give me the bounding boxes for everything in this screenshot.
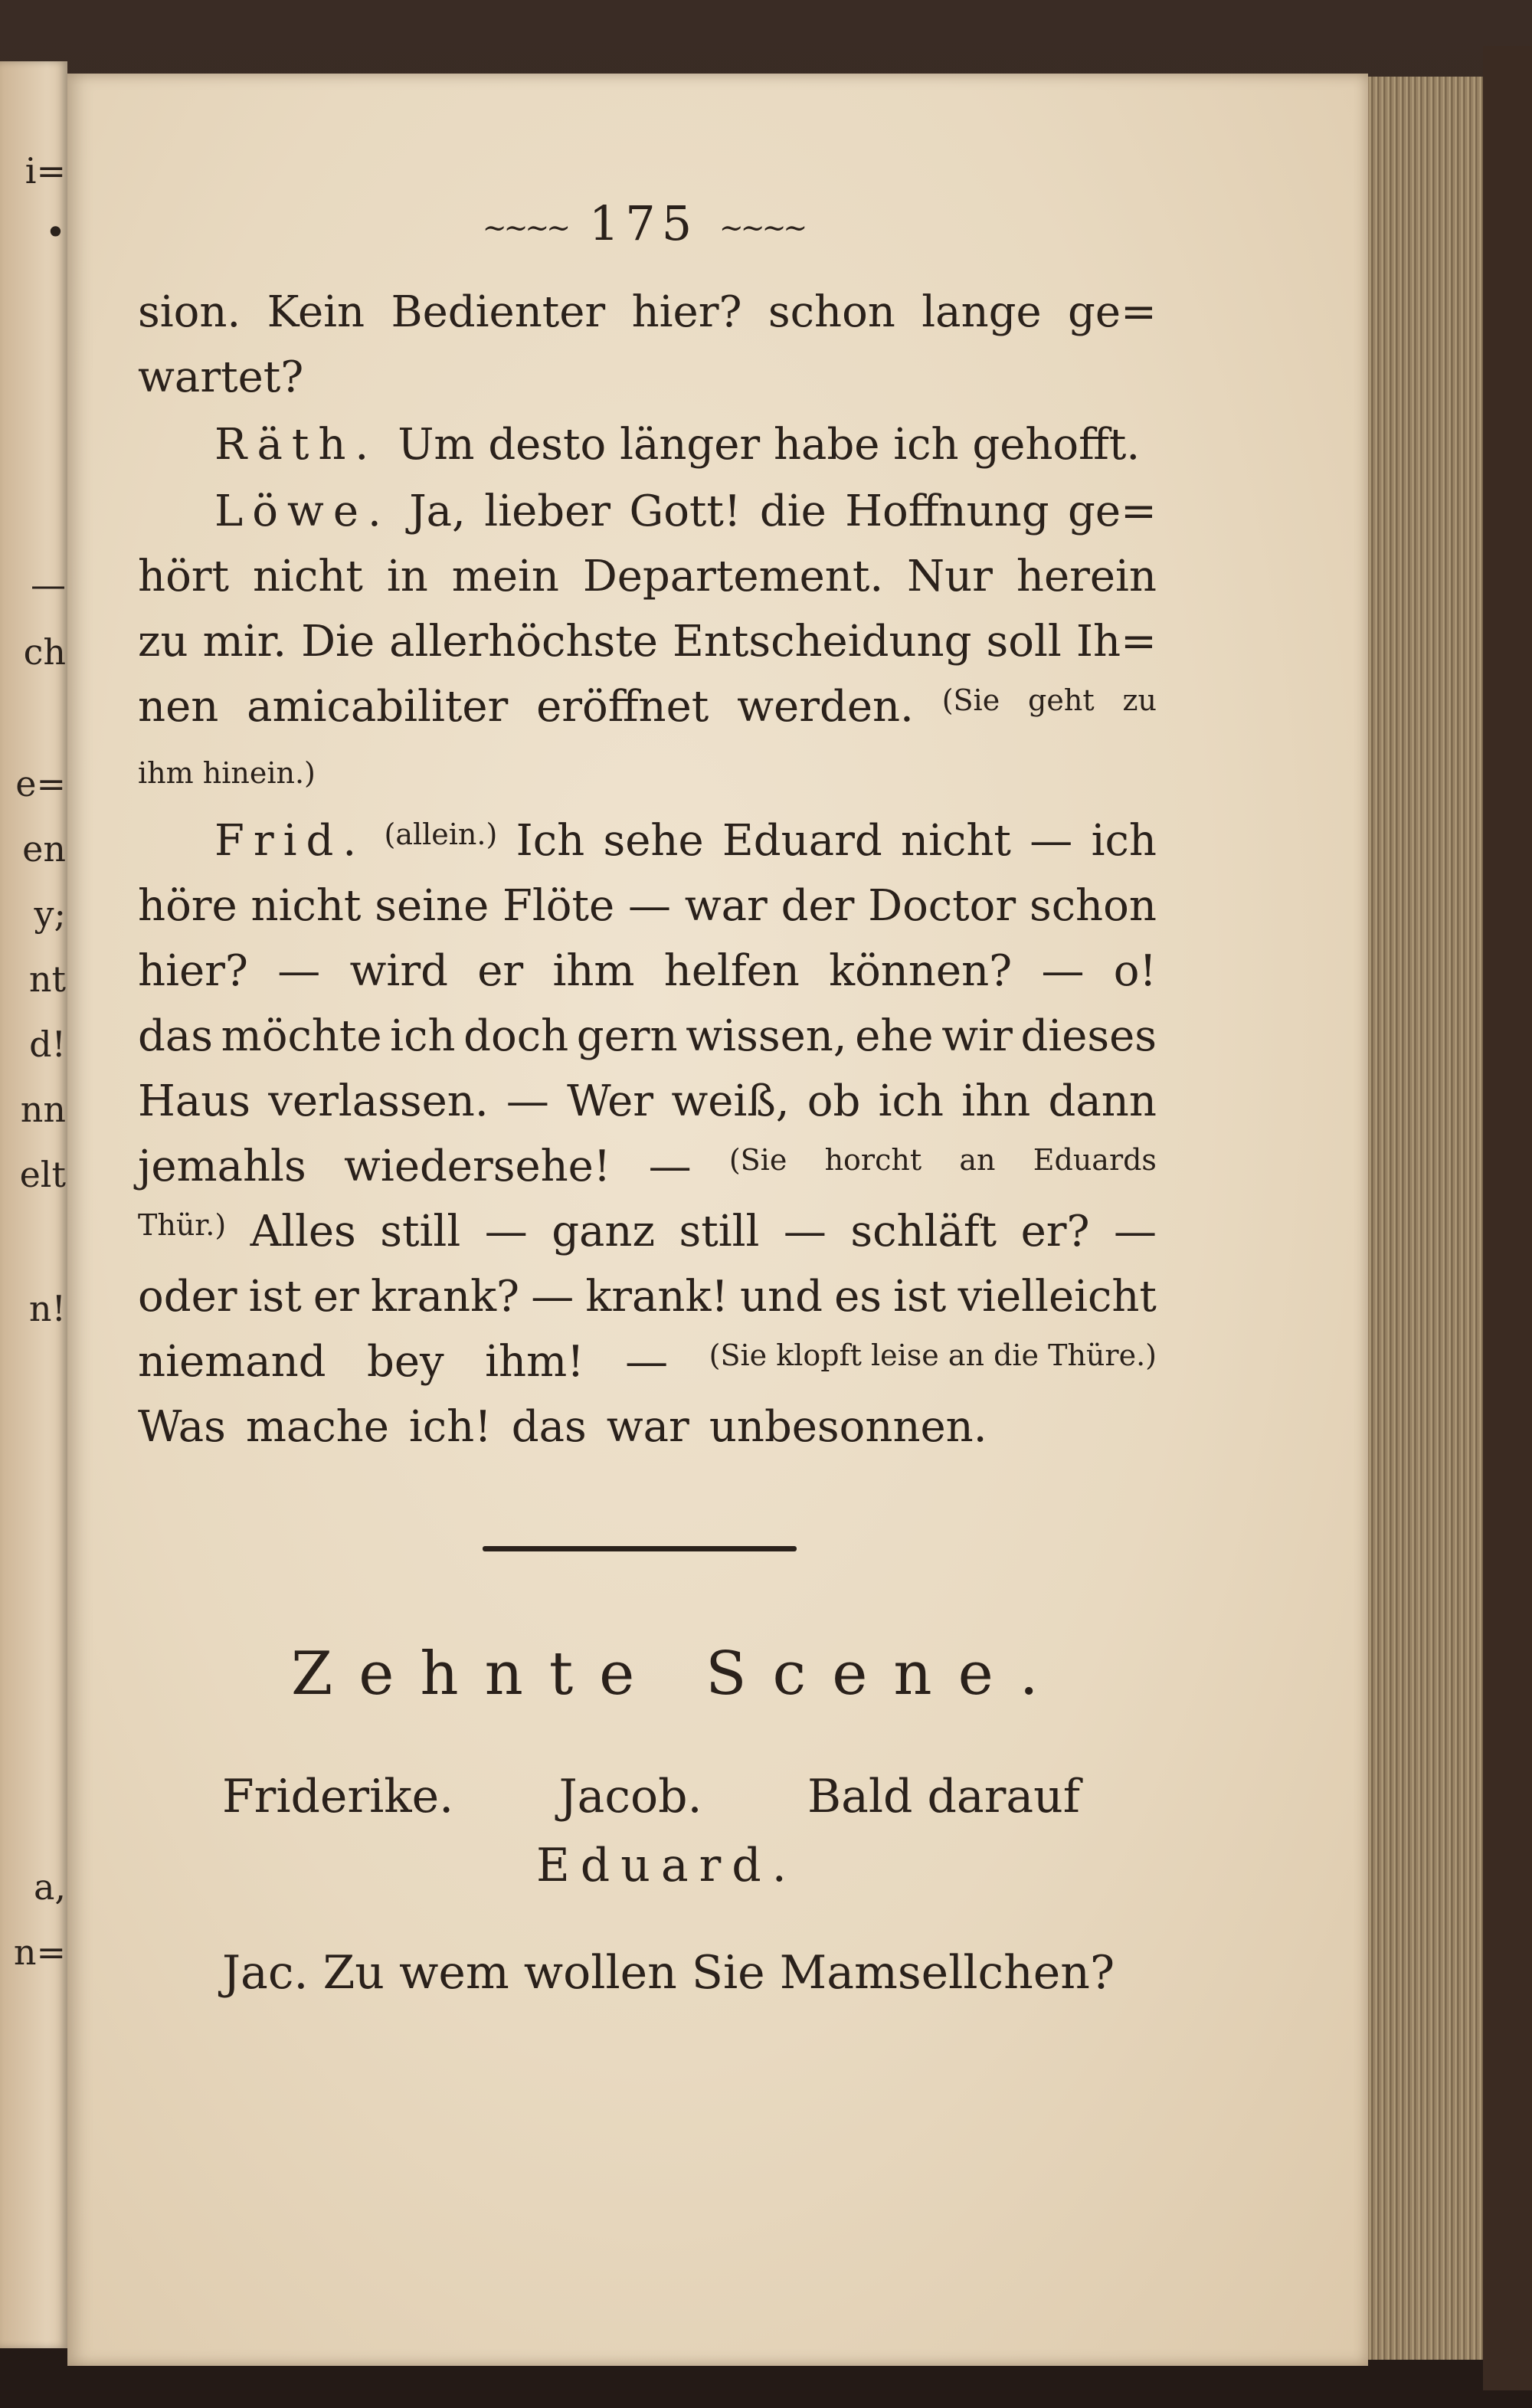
word: in: [386, 552, 428, 601]
word: Um desto länger habe ich gehofft.: [398, 420, 1141, 470]
word: Wer: [567, 1076, 654, 1126]
word: mache: [245, 1402, 389, 1452]
word: still: [679, 1207, 760, 1256]
prev-fragment: d!: [29, 1024, 66, 1065]
word: Hoffnung: [845, 487, 1049, 536]
word: mein: [451, 552, 559, 601]
prev-fragment: —: [31, 564, 66, 605]
word: niemand: [138, 1337, 326, 1387]
text-line: [138, 682, 1157, 732]
word: Departement.: [582, 552, 884, 601]
word: zu: [138, 617, 188, 667]
word: o!: [1113, 946, 1157, 996]
word: ich: [878, 1076, 944, 1126]
word: ganz: [552, 1207, 655, 1256]
prev-fragment: n=: [13, 1931, 66, 1973]
word: nen: [138, 682, 219, 732]
word: ge=: [1068, 487, 1157, 536]
stage-direction: zu: [1122, 683, 1157, 717]
speaker-name: Frid.: [214, 816, 366, 866]
text-line: [138, 617, 1157, 667]
word: lieber: [484, 487, 611, 536]
word: schon: [1029, 881, 1157, 931]
word: Alles: [250, 1207, 356, 1256]
word: er?: [1020, 1207, 1090, 1256]
word: —: [531, 1272, 574, 1322]
word: krank!: [585, 1272, 728, 1322]
word: die: [759, 487, 827, 536]
stage-direction: Thür.): [138, 1208, 227, 1242]
word: Eduard: [722, 816, 882, 866]
word: soll: [986, 617, 1062, 667]
word: hier?: [138, 946, 248, 996]
text-line: [214, 420, 1157, 470]
text-line: [214, 816, 1157, 866]
word: und: [740, 1272, 823, 1322]
page-edges: [1368, 77, 1483, 2360]
word: ist: [248, 1272, 302, 1322]
prev-fragment: ch: [23, 631, 66, 673]
word: krank?: [370, 1272, 520, 1322]
text-line: [138, 758, 1157, 788]
text-line: [138, 1142, 1157, 1191]
section-divider: [483, 1546, 797, 1551]
word: war: [684, 881, 768, 931]
word: ihm: [552, 946, 635, 996]
word: —: [1113, 1207, 1157, 1256]
stage-direction: geht: [1028, 683, 1095, 717]
dramatis-personae: [222, 1770, 1080, 1823]
word: —: [625, 1337, 669, 1387]
stage-direction: (allein.): [384, 817, 498, 851]
word: Kein: [267, 287, 365, 337]
speaker-name: Löwe.: [214, 487, 391, 536]
prev-fragment: a,: [33, 1866, 66, 1908]
word: jemahls: [138, 1142, 306, 1191]
word: weiß,: [671, 1076, 790, 1126]
stage-direction: (Sie klopft leise an die Thüre.): [709, 1338, 1157, 1372]
word: lange: [921, 287, 1042, 337]
word: Nur: [907, 552, 993, 601]
character-name: Eduard.: [536, 1839, 797, 1892]
word: schon: [768, 287, 895, 337]
word: seine: [375, 881, 489, 931]
word: der: [781, 881, 855, 931]
word: ihm!: [485, 1337, 584, 1387]
stage-direction: ihm hinein.): [138, 756, 316, 790]
word: ehe: [855, 1011, 934, 1061]
word: ge=: [1068, 287, 1157, 337]
word: sehe: [603, 816, 704, 866]
word: helfen: [663, 946, 800, 996]
word: wartet?: [138, 352, 304, 402]
word: das: [511, 1402, 587, 1452]
word: Haus: [138, 1076, 251, 1126]
stage-direction: an: [959, 1143, 996, 1177]
prev-fragment: •: [44, 211, 66, 253]
word: —: [506, 1076, 549, 1126]
word: oder: [138, 1272, 237, 1322]
word: ob: [807, 1076, 861, 1126]
word: Ja,: [409, 487, 466, 536]
word: ihn: [961, 1076, 1031, 1126]
word: Ih=: [1075, 617, 1157, 667]
character-name: Friderike.: [222, 1770, 454, 1823]
prev-fragment: e=: [15, 763, 66, 804]
word: dieses: [1020, 1011, 1157, 1061]
stage-direction: (Sie: [941, 683, 1000, 717]
stage-direction: horcht: [824, 1143, 922, 1177]
word: dann: [1048, 1076, 1157, 1126]
word: hört: [138, 552, 230, 601]
word: Entscheidung: [672, 617, 972, 667]
stage-direction: (Sie: [728, 1143, 787, 1177]
word: nicht: [252, 552, 363, 601]
word: das: [138, 1011, 213, 1061]
word: —: [1030, 816, 1073, 866]
word: Flöte: [502, 881, 615, 931]
word: —: [1041, 946, 1085, 996]
text-line: [138, 287, 1157, 337]
scene-heading: Zehnte Scene.: [291, 1640, 1065, 1709]
word: herein: [1016, 552, 1157, 601]
prev-fragment: y;: [34, 893, 66, 935]
word: war: [606, 1402, 689, 1452]
character-name: Jacob.: [558, 1770, 702, 1823]
word: allerhöchste: [389, 617, 658, 667]
word: er: [313, 1272, 359, 1322]
word: hier?: [631, 287, 742, 337]
prev-fragment: n!: [28, 1288, 66, 1329]
word: Bedienter: [391, 287, 606, 337]
word: möchte: [221, 1011, 382, 1061]
word: ist: [893, 1272, 947, 1322]
dialogue-line: Jac. Zu wem wollen Sie Mamsellchen?: [222, 1946, 1115, 2000]
word: bey: [367, 1337, 444, 1387]
word: können?: [829, 946, 1013, 996]
word: —: [627, 881, 671, 931]
text-line: [214, 487, 1157, 536]
word: er: [477, 946, 524, 996]
word: —: [484, 1207, 528, 1256]
text-line: [138, 946, 1157, 996]
previous-page-edge: [0, 61, 67, 2348]
word: wird: [349, 946, 448, 996]
word: Doctor: [868, 881, 1016, 931]
word: mir.: [202, 617, 287, 667]
word: Ich: [516, 816, 585, 866]
word: —: [783, 1207, 827, 1256]
word: still: [380, 1207, 461, 1256]
text-line: [138, 352, 1157, 402]
text-line: [138, 1272, 1157, 1322]
word: werden.: [737, 682, 914, 732]
word: eröffnet: [536, 682, 709, 732]
word: ich: [390, 1011, 456, 1061]
prev-fragment: nt: [28, 958, 66, 1000]
page-number: 175: [588, 195, 699, 251]
word: höre: [138, 881, 237, 931]
text-line: [138, 1076, 1157, 1126]
word: doch: [463, 1011, 569, 1061]
word: Gott!: [629, 487, 741, 536]
word: schläft: [850, 1207, 997, 1256]
word: sion.: [138, 287, 241, 337]
stage-note: Bald darauf: [807, 1770, 1080, 1823]
text-line: [138, 881, 1157, 931]
word: —: [277, 946, 321, 996]
speaker-name: Räth.: [214, 420, 378, 470]
prev-fragment: i=: [25, 150, 66, 192]
word: wissen,: [686, 1011, 847, 1061]
word: nicht: [901, 816, 1011, 866]
word: vielleicht: [958, 1272, 1157, 1322]
text-line: [138, 1011, 1157, 1061]
page-header: [460, 195, 827, 251]
word: gern: [576, 1011, 678, 1061]
word: verlassen.: [268, 1076, 489, 1126]
word: unbesonnen.: [709, 1402, 987, 1452]
word: ich!: [408, 1402, 492, 1452]
text-line: [138, 1402, 1157, 1452]
header-ornament: ~~~~: [719, 210, 805, 244]
prev-fragment: elt: [19, 1154, 66, 1195]
word: amicabiliter: [247, 682, 509, 732]
word: wir: [941, 1011, 1013, 1061]
text-line: [138, 1337, 1157, 1387]
word: Was: [138, 1402, 226, 1452]
word: wiedersehe!: [343, 1142, 611, 1191]
prev-fragment: nn: [20, 1089, 66, 1130]
book-cover: [1483, 46, 1532, 2390]
word: es: [834, 1272, 882, 1322]
text-line: [138, 552, 1157, 601]
word: Die: [301, 617, 375, 667]
word: ich: [1091, 816, 1157, 866]
header-ornament: ~~~~: [482, 210, 568, 244]
word: nicht: [250, 881, 362, 931]
stage-direction: Eduards: [1033, 1143, 1157, 1177]
prev-fragment: en: [22, 828, 66, 870]
text-line: [138, 1207, 1157, 1256]
word: —: [648, 1142, 692, 1191]
